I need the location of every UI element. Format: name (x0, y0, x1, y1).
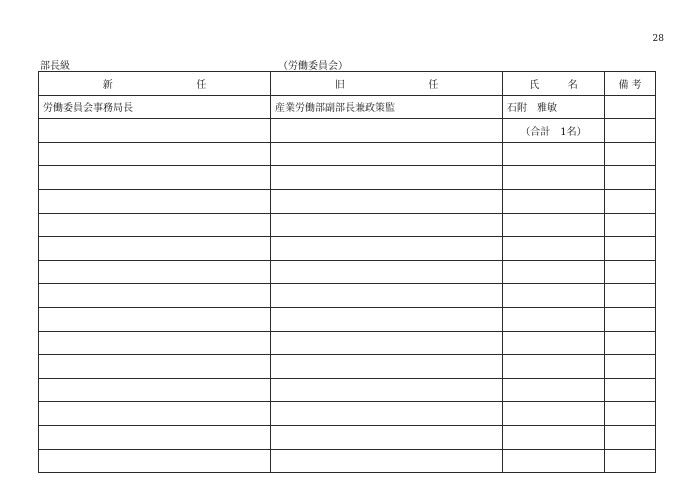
name-cell (503, 142, 605, 166)
remarks-cell (605, 119, 656, 143)
empty-table-row (39, 331, 656, 355)
empty-table-row (39, 378, 656, 402)
name-cell (503, 449, 605, 473)
old-post-cell (271, 260, 503, 284)
remarks-cell (605, 307, 656, 331)
name-cell (503, 402, 605, 426)
new-post-cell (39, 378, 271, 402)
old-post-cell (271, 331, 503, 355)
old-post-cell: 産業労働部副部長兼政策監 (271, 95, 503, 119)
name-cell (503, 331, 605, 355)
name-cell (503, 213, 605, 237)
new-post-cell (39, 260, 271, 284)
name-cell (503, 260, 605, 284)
empty-table-row (39, 402, 656, 426)
remarks-cell (605, 331, 656, 355)
new-post-cell (39, 402, 271, 426)
remarks-cell (605, 213, 656, 237)
table-body (39, 95, 656, 473)
empty-table-row (39, 284, 656, 308)
old-post-cell (271, 402, 503, 426)
new-post-cell (39, 355, 271, 379)
old-post-cell (271, 189, 503, 213)
remarks-cell (605, 284, 656, 308)
new-post-cell (39, 449, 271, 473)
new-post-cell (39, 142, 271, 166)
section-caption-department: （労働委員会） (278, 61, 348, 72)
new-post-cell (39, 119, 271, 143)
new-post-cell (39, 213, 271, 237)
empty-table-row (39, 237, 656, 261)
section-caption-level: 部長級 (40, 61, 70, 72)
new-post-cell (39, 189, 271, 213)
empty-table-row (39, 166, 656, 190)
name-cell (503, 189, 605, 213)
table-row (39, 95, 656, 119)
name-cell (503, 378, 605, 402)
page-number: 28 (652, 34, 664, 44)
old-post-cell (271, 237, 503, 261)
total-count-cell: （合計 1名） (503, 119, 605, 143)
name-cell (503, 166, 605, 190)
empty-table-row (39, 213, 656, 237)
old-post-cell (271, 307, 503, 331)
remarks-cell (605, 237, 656, 261)
remarks-cell (605, 260, 656, 284)
new-post-cell (39, 307, 271, 331)
header-old-post-char-2: 任 (428, 79, 439, 91)
old-post-cell (271, 284, 503, 308)
name-cell (503, 284, 605, 308)
header-remarks-char-1: 備 (618, 79, 629, 91)
old-post-cell (271, 142, 503, 166)
header-name-char-1: 氏 (529, 79, 540, 91)
header-remarks-char-2: 考 (631, 79, 642, 91)
old-post-cell (271, 449, 503, 473)
header-name-char-2: 名 (567, 79, 578, 91)
remarks-cell (605, 425, 656, 449)
new-post-cell (39, 237, 271, 261)
table-row (39, 119, 656, 143)
name-cell (503, 307, 605, 331)
old-post-cell (271, 166, 503, 190)
header-remarks (605, 72, 656, 96)
header-new-post-char-1: 新 (102, 79, 113, 91)
empty-table-row (39, 189, 656, 213)
header-name (503, 72, 605, 96)
name-cell (503, 237, 605, 261)
remarks-cell (605, 189, 656, 213)
empty-table-row (39, 307, 656, 331)
remarks-cell (605, 95, 656, 119)
new-post-cell (39, 425, 271, 449)
empty-table-row (39, 260, 656, 284)
old-post-cell (271, 119, 503, 143)
remarks-cell (605, 142, 656, 166)
remarks-cell (605, 449, 656, 473)
header-old-post-char-1: 旧 (334, 79, 345, 91)
remarks-cell (605, 402, 656, 426)
header-old-post (271, 72, 503, 96)
new-post-cell (39, 331, 271, 355)
new-post-cell (39, 284, 271, 308)
old-post-cell (271, 213, 503, 237)
personnel-table (38, 71, 656, 473)
new-post-cell (39, 166, 271, 190)
remarks-cell (605, 355, 656, 379)
name-cell (503, 355, 605, 379)
empty-table-row (39, 142, 656, 166)
empty-table-row (39, 449, 656, 473)
header-new-post-char-2: 任 (196, 79, 207, 91)
empty-table-row (39, 355, 656, 379)
empty-table-row (39, 425, 656, 449)
name-cell: 石附 雅敏 (503, 95, 605, 119)
table-header-row (39, 72, 656, 96)
new-post-cell: 労働委員会事務局長 (39, 95, 271, 119)
old-post-cell (271, 425, 503, 449)
name-cell (503, 425, 605, 449)
old-post-cell (271, 355, 503, 379)
old-post-cell (271, 378, 503, 402)
remarks-cell (605, 378, 656, 402)
header-new-post (39, 72, 271, 96)
remarks-cell (605, 166, 656, 190)
